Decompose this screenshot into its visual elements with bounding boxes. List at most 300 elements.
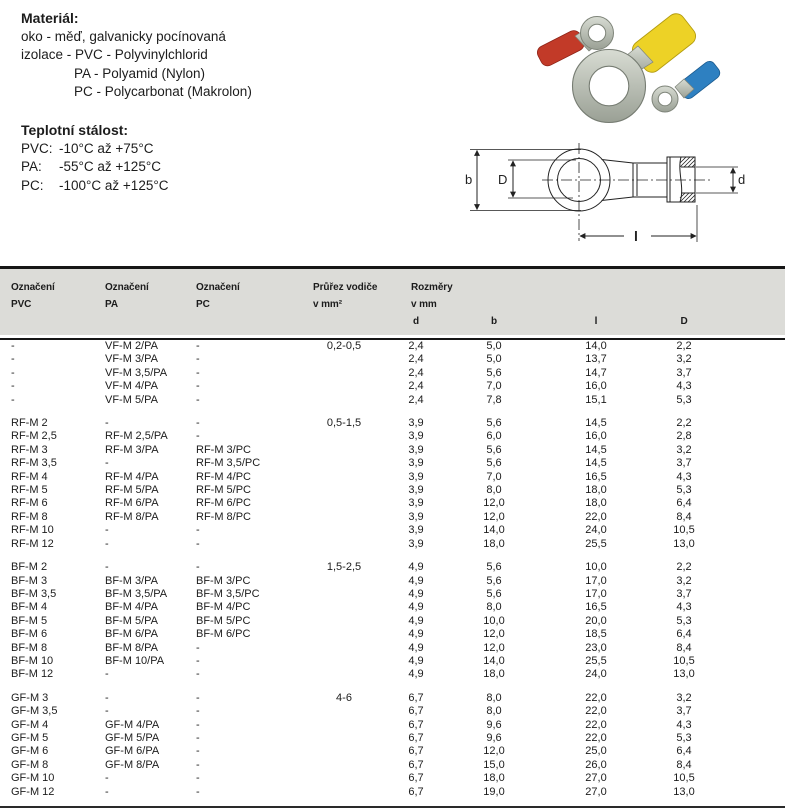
cell: BF-M 10/PA [105,654,165,667]
cell: 1,5-2,5 [326,561,362,574]
cell: 4,9 [408,628,424,641]
cell: BF-M 10 [11,654,54,667]
cell: BF-M 3,5/PA [105,587,168,600]
cell: BF-M 5/PC [196,614,251,627]
cell: 16,5 [585,470,607,483]
cell: 14,0 [483,524,505,537]
cell: GF-M 6 [11,745,49,758]
temperature-value: -100°C až +125°C [59,177,169,193]
temperature-label: PC: [21,177,44,193]
cell: BF-M 3,5/PC [196,587,260,600]
cell: 8,4 [676,510,692,523]
cell: - [196,393,200,406]
cell: 14,5 [585,457,607,470]
cell: RF-M 2 [11,417,48,430]
cell [712,497,785,510]
cell: 8,4 [676,758,692,771]
cell: VF-M 5/PA [105,393,158,406]
cell: 0,2-0,5 [326,340,362,352]
cell: 18,0 [483,537,505,550]
cell: - [196,430,200,443]
table-row [0,430,785,443]
table-row [0,407,785,430]
material-title: Materiál: [21,10,79,26]
cell: 10,5 [673,654,695,667]
cell [712,575,785,588]
cell: - [11,380,15,393]
cell: 4,9 [408,641,424,654]
cell [712,484,785,497]
cell: - [196,668,200,681]
cell: 24,0 [585,668,607,681]
cell: BF-M 4/PC [196,601,251,614]
cell: VF-M 4/PA [105,380,158,393]
cell: 6,0 [486,430,502,443]
cell: 5,6 [486,457,502,470]
table-row [0,705,785,718]
cell: 5,6 [486,561,502,574]
col-subheader-pa: PA [105,296,196,313]
cell: - [105,457,109,470]
cell [712,538,785,551]
cell: 5,0 [486,340,502,352]
cell: 4,3 [676,470,692,483]
cell: 16,5 [585,601,607,614]
cell: VF-M 2/PA [105,340,158,352]
cell: 3,2 [676,574,692,587]
cell [712,524,785,537]
cell: 10,0 [483,614,505,627]
cell: 5,6 [486,587,502,600]
cell: GF-M 12 [11,785,55,798]
cell: - [196,537,200,550]
cell: 8,0 [486,484,502,497]
cell: GF-M 5 [11,731,49,744]
material-line: PA - Polyamid (Nylon) [74,65,206,81]
cell [308,601,380,614]
cell: 27,0 [585,772,607,785]
cell: 0,5-1,5 [326,417,362,430]
cell [308,484,380,497]
cell: 22,0 [585,510,607,523]
cell [712,430,785,443]
cell: - [105,705,109,718]
cell [712,353,785,366]
cell [308,524,380,537]
cell: 6,7 [408,745,424,758]
dim-col-b: b [452,313,536,335]
cell: BF-M 6/PC [196,628,251,641]
cell: 2,2 [676,417,692,430]
cell: GF-M 5/PA [105,731,160,744]
cell: 3,9 [408,497,424,510]
cell: 7,0 [486,470,502,483]
cell: 5,3 [676,484,692,497]
cell [712,457,785,470]
temperature-value: -10°C až +75°C [59,140,154,156]
cell: - [11,366,15,379]
cell: 7,8 [486,393,502,406]
cell: 6,7 [408,731,424,744]
cell: 3,7 [676,705,692,718]
table-row [0,786,785,799]
cell: 4,3 [676,718,692,731]
cell: 3,7 [676,457,692,470]
cell: 4,9 [408,668,424,681]
cell [712,511,785,524]
cell: 3,9 [408,510,424,523]
cell: 15,0 [483,758,505,771]
cell: 14,0 [483,654,505,667]
cell: BF-M 3/PA [105,574,158,587]
cell: GF-M 3,5 [11,705,58,718]
cell [308,353,380,366]
cell: 16,0 [585,430,607,443]
table-row [0,615,785,628]
cell [712,339,785,353]
cell [712,601,785,614]
cell: 3,9 [408,443,424,456]
cell: 12,0 [483,628,505,641]
cell: - [196,691,200,704]
cell: 6,7 [408,718,424,731]
temperature-title: Teplotní stálost: [21,122,129,138]
cell [712,551,785,574]
cell [308,732,380,745]
cell: 6,7 [408,705,424,718]
cell [712,380,785,393]
cell: 3,9 [408,484,424,497]
cell: 18,0 [483,668,505,681]
cell [712,719,785,732]
cell [712,394,785,407]
cell: - [196,641,200,654]
cell: RF-M 6/PA [105,497,159,510]
cell: - [196,340,200,352]
dim-label-b: b [465,172,473,187]
cell: RF-M 3 [11,443,48,456]
table-row [0,538,785,551]
cell: 8,0 [486,705,502,718]
cell: 2,4 [408,366,424,379]
table-row [0,772,785,785]
cell: - [196,772,200,785]
cell: 25,0 [585,745,607,758]
dim-col-D: D [656,313,712,335]
cell: BF-M 2 [11,561,48,574]
table-row [0,668,785,681]
table-row [0,353,785,366]
cell: 13,0 [673,668,695,681]
table-row [0,394,785,407]
cell [308,575,380,588]
temperature-row [21,177,168,196]
cell: - [196,524,200,537]
cell: 14,0 [585,340,607,352]
cell: RF-M 12 [11,537,54,550]
material-line: izolace - PVC - Polyvinylchlorid [21,47,208,62]
cell [308,394,380,407]
cell: 4,9 [408,654,424,667]
cell: 9,6 [486,731,502,744]
cell: - [196,758,200,771]
cell: 10,5 [673,772,695,785]
cell: 26,0 [585,758,607,771]
cell [308,588,380,601]
cell: 13,0 [673,785,695,798]
temperature-label: PA: [21,159,42,174]
cell: 8,0 [486,601,502,614]
cell: BF-M 3/PC [196,574,251,587]
cell: 8,0 [486,691,502,704]
cell [712,668,785,681]
cell: 5,0 [486,353,502,366]
cell: 18,0 [585,497,607,510]
cell: GF-M 8 [11,758,49,771]
cell [712,367,785,380]
cell [308,772,380,785]
temperature-info [21,121,168,195]
cell: GF-M 4/PA [105,718,160,731]
cell: 6,4 [676,745,692,758]
cell: RF-M 5/PA [105,484,159,497]
cell [308,471,380,484]
cell: 16,0 [585,380,607,393]
cell: 3,9 [408,430,424,443]
col-header-cross-section: Průřez vodiče [308,268,380,297]
cell: BF-M 12 [11,668,54,681]
cell: RF-M 8/PC [196,510,251,523]
cell: 5,6 [486,417,502,430]
cell [712,588,785,601]
col-subheader-pc: PC [196,296,308,313]
cell: - [11,340,15,352]
table-row [0,588,785,601]
material-line: PC - Polycarbonat (Makrolon) [74,84,252,99]
cell: BF-M 5 [11,614,48,627]
cell: - [196,366,200,379]
table-row [0,524,785,537]
cell: VF-M 3/PA [105,353,158,366]
material-info [21,9,252,102]
table-row [0,497,785,510]
temperature-value: -55°C až +125°C [59,159,161,174]
cell [308,655,380,668]
cell: 22,0 [585,691,607,704]
cell: BF-M 5/PA [105,614,158,627]
cell: 3,9 [408,537,424,550]
cell: RF-M 3/PA [105,443,159,456]
cell: 18,0 [585,484,607,497]
table-row [0,682,785,705]
cell [308,642,380,655]
table-row [0,367,785,380]
cell: - [105,772,109,785]
cell: 2,2 [676,561,692,574]
cell: 14,5 [585,443,607,456]
cell: 3,2 [676,443,692,456]
cell [308,538,380,551]
cell: 5,6 [486,366,502,379]
cell: 2,4 [408,380,424,393]
cell: 14,5 [585,417,607,430]
cell: 12,0 [483,510,505,523]
dim-col-l: l [536,313,656,335]
cell: BF-M 3,5 [11,587,57,600]
table-row [0,732,785,745]
cell: BF-M 3 [11,574,48,587]
cell: GF-M 3 [11,691,49,704]
col-header-pc: Označení [196,268,308,297]
cell: 2,8 [676,430,692,443]
cell: GF-M 6/PA [105,745,160,758]
cell [308,786,380,799]
cell: VF-M 3,5/PA [105,366,168,379]
cell: 17,0 [585,574,607,587]
cell: 15,1 [585,393,607,406]
table-row [0,719,785,732]
cell: 6,7 [408,758,424,771]
cell: 4,9 [408,614,424,627]
table-row [0,655,785,668]
cell: RF-M 6 [11,497,48,510]
cell: 5,3 [676,393,692,406]
cell: 5,6 [486,443,502,456]
cell: 5,6 [486,574,502,587]
cell [712,471,785,484]
cell: 5,3 [676,614,692,627]
cell: BF-M 4 [11,601,48,614]
cell: 18,5 [585,628,607,641]
table-row [0,484,785,497]
cell: 5,3 [676,731,692,744]
cell [308,719,380,732]
cell: 19,0 [483,785,505,798]
col-header-dimensions: Rozměry [380,268,536,297]
cell: GF-M 10 [11,772,55,785]
cell [308,511,380,524]
temperature-row [21,158,168,177]
cell: 22,0 [585,705,607,718]
cell: 2,4 [408,353,424,366]
cell: 12,0 [483,745,505,758]
cell [308,367,380,380]
cell [308,705,380,718]
cell: 13,7 [585,353,607,366]
table-row [0,628,785,641]
cell: RF-M 6/PC [196,497,251,510]
cell: - [196,353,200,366]
table-row [0,471,785,484]
cell: 4,3 [676,380,692,393]
cell: 4,9 [408,574,424,587]
cell: RF-M 4/PC [196,470,251,483]
cell: RF-M 8/PA [105,510,159,523]
cell [712,786,785,799]
cell: 2,4 [408,340,424,352]
dim-col-d: d [380,313,452,335]
table-row [0,457,785,470]
cell: BF-M 4/PA [105,601,158,614]
table-row [0,551,785,574]
dimensions-table [0,266,785,799]
cell: 3,2 [676,691,692,704]
table-row [0,642,785,655]
cell: RF-M 4 [11,470,48,483]
cell: 4,3 [676,601,692,614]
cell [712,759,785,772]
cell: - [196,654,200,667]
cell: 3,9 [408,417,424,430]
cell: RF-M 2,5/PA [105,430,168,443]
cell: 3,9 [408,470,424,483]
col-subheader-cross-section: v mm² [308,296,380,313]
table-row [0,575,785,588]
cell: 4,9 [408,587,424,600]
table-row [0,339,785,353]
cell: 27,0 [585,785,607,798]
cell: 22,0 [585,731,607,744]
cell [712,628,785,641]
cell [712,615,785,628]
cell: 8,4 [676,641,692,654]
col-subheader-dimensions: v mm [380,296,536,313]
cell: 12,0 [483,497,505,510]
cell: 2,4 [408,393,424,406]
material-line: oko - měď, galvanicky pocínovaná [21,28,226,44]
cell: 3,2 [676,353,692,366]
cell: 10,5 [673,524,695,537]
cell: - [105,785,109,798]
cell [308,668,380,681]
cell: 3,7 [676,366,692,379]
cell: 6,7 [408,691,424,704]
temperature-label: PVC: [21,140,53,156]
cell: - [11,353,15,366]
dim-label-D: D [498,172,508,187]
cell [308,497,380,510]
cell: BF-M 6 [11,628,48,641]
cell: BF-M 6/PA [105,628,158,641]
cell [712,642,785,655]
cell: 25,5 [585,654,607,667]
cell [712,705,785,718]
cell: 6,7 [408,772,424,785]
cell: - [196,380,200,393]
cell: RF-M 10 [11,524,54,537]
cell [712,655,785,668]
col-subheader-pvc: PVC [0,296,105,313]
cell: 7,0 [486,380,502,393]
table-row [0,759,785,772]
cell: GF-M 4 [11,718,49,731]
cell: - [196,718,200,731]
cell: 10,0 [585,561,607,574]
cell: RF-M 5 [11,484,48,497]
cell: 3,9 [408,524,424,537]
cell: RF-M 4/PA [105,470,159,483]
cell: RF-M 3/PC [196,443,251,456]
cell [308,759,380,772]
cell: 4,9 [408,561,424,574]
cell: 18,0 [483,772,505,785]
cell: 9,6 [486,718,502,731]
table-row [0,380,785,393]
cell: - [105,537,109,550]
cell [308,380,380,393]
table-body [0,339,785,799]
cell: 12,0 [483,641,505,654]
